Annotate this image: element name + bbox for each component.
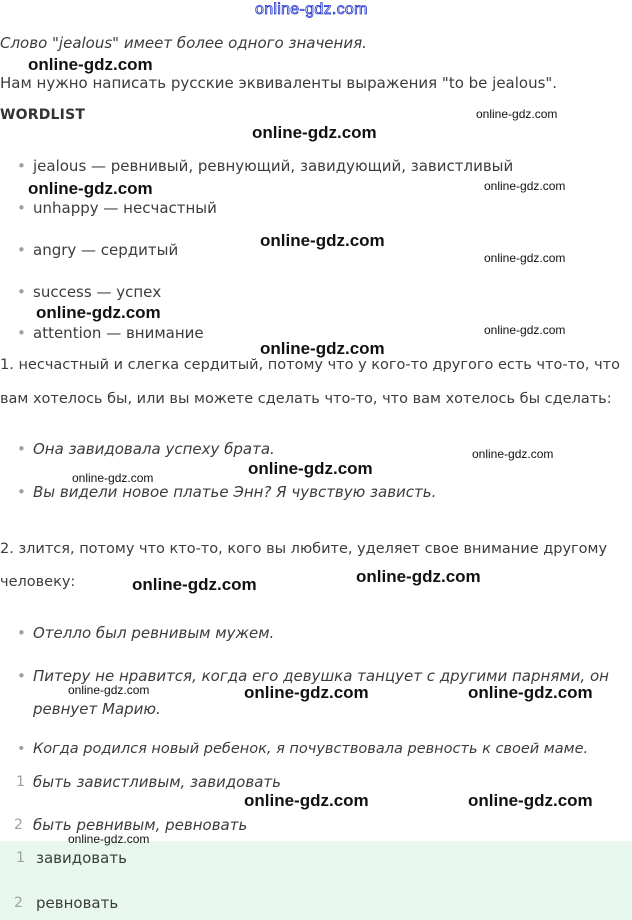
example-sentence: • Питеру не нравится, когда его девушка танцует с другими парнями, он (33, 667, 609, 685)
watermark: online-gdz.com (468, 683, 593, 702)
wordlist-item: • unhappy — несчастный (33, 199, 217, 217)
watermark: online-gdz.com (244, 791, 369, 810)
watermark: online-gdz.com (28, 179, 153, 198)
option-text: быть завистливым, завидовать (33, 773, 281, 791)
wordlist-item: • angry — сердитый (33, 241, 178, 259)
watermark: online-gdz.com (28, 55, 153, 74)
watermark: online-gdz.com (356, 567, 481, 586)
watermark: online-gdz.com (252, 123, 377, 142)
meaning-2-line-1: 2. злится, потому что кто-то, кого вы любите, уделяет свое внимание другому (0, 541, 608, 557)
wordlist-item: • success — успех (33, 283, 161, 301)
option-text: быть ревнивым, ревновать (33, 816, 248, 834)
watermark: online-gdz.com (248, 459, 373, 478)
watermark: online-gdz.com (132, 575, 257, 594)
example-sentence: • Вы видели новое платье Энн? Я чувствую зависть. (33, 483, 436, 501)
watermark: online-gdz.com (244, 683, 369, 702)
watermark: online-gdz.com (68, 683, 150, 697)
top-watermark: online-gdz.com (255, 1, 368, 18)
option-number: 2 (14, 817, 23, 833)
wordlist-item: • attention — внимание (33, 324, 204, 342)
example-sentence-continuation: ревнует Марию. (33, 700, 161, 718)
watermark: online-gdz.com (484, 323, 566, 337)
answer-text: ревновать (36, 894, 119, 912)
meaning-2-line-2: человеку: (0, 574, 76, 590)
watermark: online-gdz.com (484, 179, 566, 193)
watermark: online-gdz.com (68, 832, 150, 846)
watermark: online-gdz.com (468, 791, 593, 810)
example-sentence: • Она завидовала успеху брата. (33, 440, 275, 458)
intro-line-1: Слово "jealous" имеет более одного значения. (0, 34, 367, 52)
watermark: online-gdz.com (260, 231, 385, 250)
watermark: online-gdz.com (36, 303, 161, 322)
option-number: 1 (16, 774, 25, 790)
wordlist-heading: WORDLIST (0, 107, 86, 123)
example-sentence: • Когда родился новый ребенок, я почувствовала ревность к своей маме. (33, 741, 588, 757)
answer-number: 1 (16, 850, 25, 866)
watermark: online-gdz.com (476, 107, 558, 121)
example-sentence: • Отелло был ревнивым мужем. (33, 624, 274, 642)
meaning-1-line-1: 1. несчастный и слегка сердитый, потому что у кого-то другого есть что-то, что (0, 357, 620, 373)
answer-text: завидовать (36, 849, 127, 867)
watermark: online-gdz.com (484, 251, 566, 265)
wordlist-item: • jealous — ревнивый, ревнующий, завидующий, завистливый (33, 157, 513, 175)
meaning-1-line-2: вам хотелось бы, или вы можете сделать что-то, что вам хотелось бы сделать: (0, 391, 612, 407)
watermark: online-gdz.com (472, 447, 554, 461)
answer-number: 2 (14, 895, 23, 911)
watermark: online-gdz.com (72, 471, 154, 485)
watermark: online-gdz.com (260, 339, 385, 358)
intro-line-2: Нам нужно написать русские эквиваленты выражения "to be jealous". (0, 74, 558, 92)
